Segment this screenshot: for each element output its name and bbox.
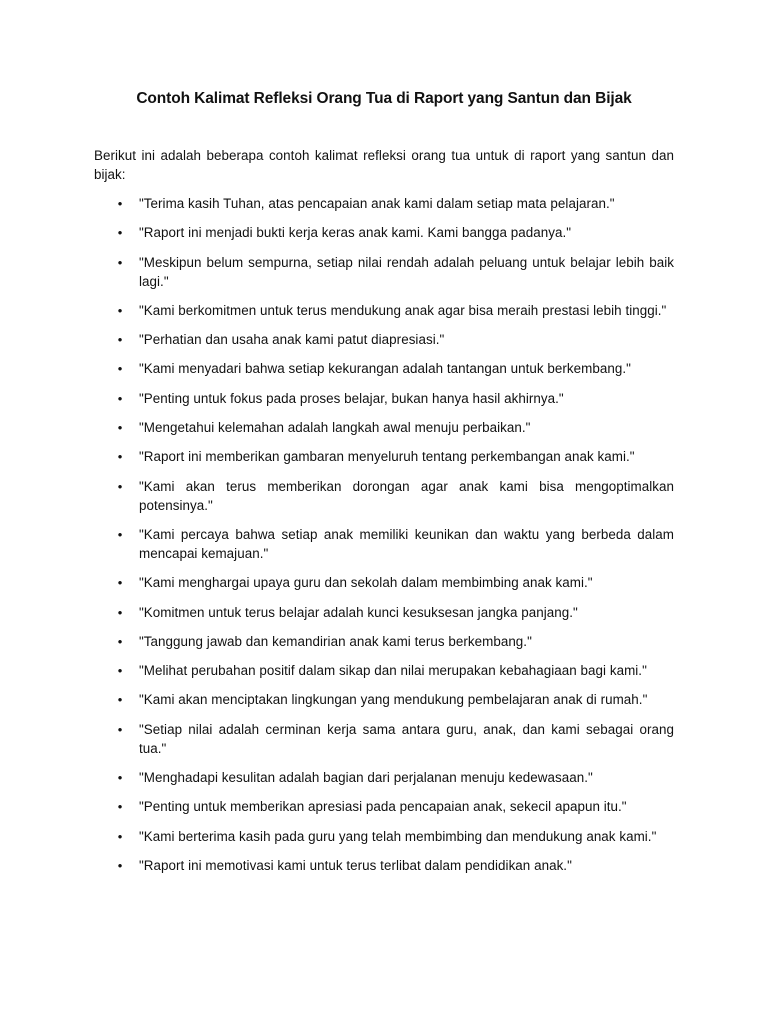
list-item-text: "Kami menyadari bahwa setiap kekurangan adalah tantangan untuk berkembang." (139, 361, 631, 377)
reflection-list (94, 194, 674, 875)
bullet-icon: • (117, 390, 123, 406)
bullet-icon: • (117, 604, 123, 620)
list-item (94, 330, 674, 349)
bullet-icon: • (117, 254, 123, 270)
list-item-text: "Meskipun belum sempurna, setiap nilai rendah adalah peluang untuk belajar lebih baik lagi." (139, 254, 674, 289)
intro-paragraph: Berikut ini adalah beberapa contoh kalimat refleksi orang tua untuk di raport yang santun dan bijak: (94, 148, 674, 182)
bullet-icon: • (117, 449, 123, 465)
bullet-icon: • (117, 196, 123, 211)
list-item-text: "Kami percaya bahwa setiap anak memiliki keunikan dan waktu yang berbeda dalam mencapai kemajuan." (139, 526, 674, 561)
list-item-text: "Perhatian dan usaha anak kami patut diapresiasi." (139, 332, 445, 348)
list-item-text: "Kami berterima kasih pada guru yang telah membimbing dan mendukung anak kami." (139, 828, 657, 844)
list-item-text: "Penting untuk memberikan apresiasi pada pencapaian anak, sekecil apapun itu." (139, 799, 627, 815)
list-item (94, 447, 674, 466)
bullet-icon: • (117, 799, 123, 815)
bullet-icon: • (117, 332, 123, 348)
list-item-text: "Komitmen untuk terus belajar adalah kunci kesuksesan jangka panjang." (139, 604, 578, 620)
list-item-text: "Setiap nilai adalah cerminan kerja sama antara guru, anak, dan kami sebagai orang tua." (139, 721, 674, 756)
list-item (94, 389, 674, 408)
list-item (94, 418, 674, 437)
bullet-icon: • (117, 857, 123, 873)
list-item-text: "Kami menghargai upaya guru dan sekolah dalam membimbing anak kami." (139, 575, 593, 591)
bullet-icon: • (117, 633, 123, 649)
list-item-text: "Melihat perubahan positif dalam sikap dan nilai merupakan kebahagiaan bagi kami." (139, 663, 647, 679)
list-item (94, 797, 674, 816)
list-item (94, 768, 674, 787)
bullet-icon: • (117, 420, 123, 436)
list-item (94, 632, 674, 651)
bullet-icon: • (117, 721, 123, 737)
list-item (94, 525, 674, 563)
list-item-text: "Kami akan menciptakan lingkungan yang mendukung pembelajaran anak di rumah." (139, 692, 648, 708)
bullet-icon: • (117, 225, 123, 241)
list-item (94, 359, 674, 378)
list-item-text: "Terima kasih Tuhan, atas pencapaian anak kami dalam setiap mata pelajaran." (139, 196, 615, 211)
list-item (94, 573, 674, 592)
list-item-text: "Raport ini memotivasi kami untuk terus terlibat dalam pendidikan anak." (139, 857, 572, 873)
list-item-text: "Penting untuk fokus pada proses belajar, bukan hanya hasil akhirnya." (139, 390, 564, 406)
list-item-text: "Raport ini memberikan gambaran menyeluruh tentang perkembangan anak kami." (139, 449, 635, 465)
bullet-icon: • (117, 692, 123, 708)
list-item-text: "Mengetahui kelemahan adalah langkah awal menuju perbaikan." (139, 420, 531, 436)
bullet-icon: • (117, 302, 123, 318)
bullet-icon: • (117, 828, 123, 844)
list-item (94, 661, 674, 680)
bullet-icon: • (117, 575, 123, 591)
bullet-icon: • (117, 361, 123, 377)
bullet-icon: • (117, 478, 123, 494)
bullet-icon: • (117, 770, 123, 786)
bullet-icon: • (117, 526, 123, 542)
list-item-text: "Tanggung jawab dan kemandirian anak kami terus berkembang." (139, 633, 532, 649)
list-item (94, 223, 674, 242)
bullet-icon: • (117, 663, 123, 679)
list-item (94, 477, 674, 515)
document-title: Contoh Kalimat Refleksi Orang Tua di Raport yang Santun dan Bijak (136, 90, 632, 107)
list-item (94, 253, 674, 291)
list-item-text: "Menghadapi kesulitan adalah bagian dari perjalanan menuju kedewasaan." (139, 770, 593, 786)
list-item-text: "Kami akan terus memberikan dorongan agar anak kami bisa mengoptimalkan potensinya." (139, 478, 674, 513)
list-item (94, 603, 674, 622)
list-item (94, 194, 674, 213)
list-item (94, 827, 674, 846)
list-item (94, 856, 674, 875)
list-item (94, 690, 674, 709)
list-item (94, 720, 674, 758)
list-item-text: "Raport ini menjadi bukti kerja keras anak kami. Kami bangga padanya." (139, 225, 572, 241)
list-item (94, 301, 674, 320)
list-item-text: "Kami berkomitmen untuk terus mendukung anak agar bisa meraih prestasi lebih tinggi." (139, 302, 667, 318)
